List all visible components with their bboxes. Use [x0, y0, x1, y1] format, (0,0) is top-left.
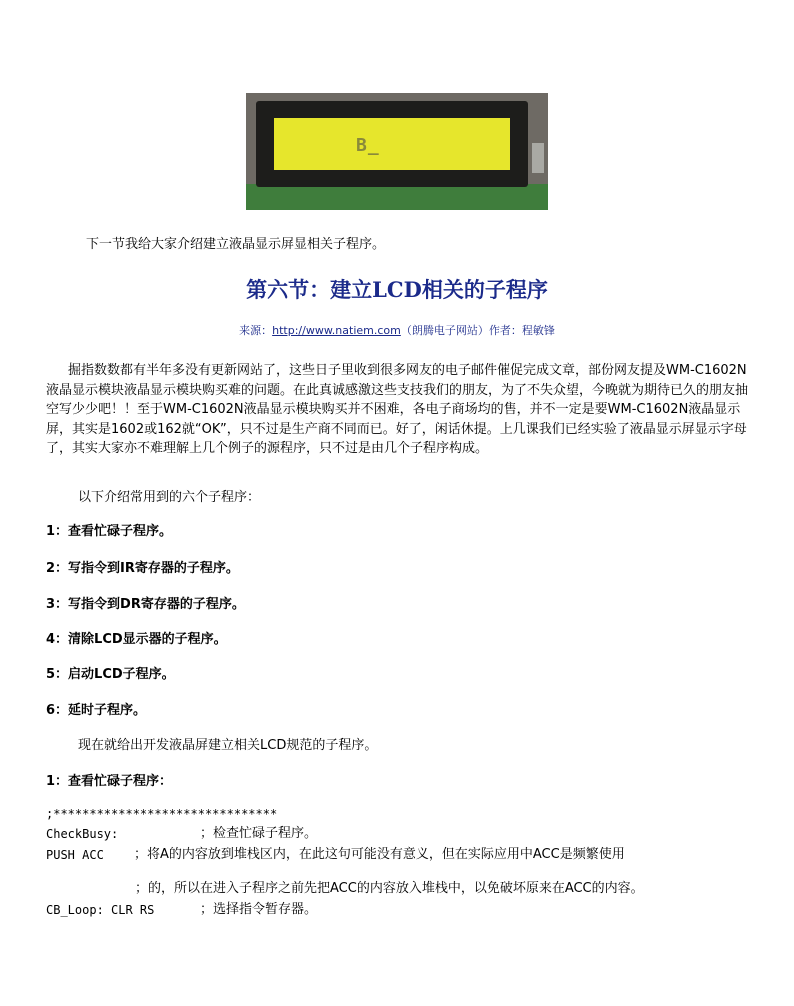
- code-comment: ；的，所以在进入子程序之前先把ACC的内容放入堆栈中，以免破坏原来在ACC的内容。: [135, 881, 644, 896]
- source-prefix: 来源：: [239, 324, 273, 337]
- lcd-screen: [274, 118, 510, 170]
- intro-line: 下一节我给大家介绍建立液晶显示屏显相关子程序。: [86, 237, 386, 252]
- source-link[interactable]: http://www.natiem.com: [272, 324, 401, 337]
- lcd-bezel: [256, 101, 528, 187]
- circuit-board: [246, 184, 548, 210]
- code-label: CheckBusy:: [46, 827, 119, 841]
- connector-pins: [532, 143, 544, 173]
- section-heading: 1：查看忙碌子程序：: [46, 774, 173, 789]
- lcd-characters: B_: [356, 135, 380, 156]
- list-item: 4：清除LCD显示器的子程序。: [46, 632, 227, 647]
- code-label: CB_Loop: CLR RS: [46, 903, 155, 917]
- code-comment: ；检查忙碌子程序。: [200, 826, 318, 841]
- code-comment: ；选择指令暂存器。: [200, 902, 318, 917]
- list-item: 5：启动LCD子程序。: [46, 667, 175, 682]
- list-item: 2：写指令到IR寄存器的子程序。: [46, 561, 239, 576]
- body-paragraph-text: 掘指数数都有半年多没有更新网站了，这些日子里收到很多网友的电子邮件催促完成文章，部份网友提及WM-C1602N液晶显示模块液晶显示模块购买难的问题。在此真诚感激这些支技我们的朋友，为了不失众望，今晚就为期待已久的朋友抽空写少少吧！！至于WM-C1602N液晶显示模块购买并不困难，各电子商场均的售，并不一定是要WM-C1602N液晶显示屏，其实是1602或162就“OK”，只不过是生产商不同而已。好了，闲话休提。上几课我们已经实验了液晶显示屏显示字母了，其实大家亦不难理解上几个例子的源程序，只不过是由几个子程序构成。: [46, 363, 749, 456]
- code-comment: ；将A的内容放到堆栈区内，在此这句可能没有意义，但在实际应用中ACC是频繁使用: [134, 847, 625, 862]
- list-item: 3：写指令到DR寄存器的子程序。: [46, 597, 245, 612]
- code-separator: ;*******************************: [46, 807, 278, 821]
- outro-line: 现在就给出开发液晶屏建立相关LCD规范的子程序。: [78, 738, 378, 753]
- source-line: [0, 322, 794, 338]
- code-label: PUSH ACC: [46, 848, 104, 862]
- list-item: 6：延时子程序。: [46, 703, 147, 718]
- list-intro: 以下介绍常用到的六个子程序：: [78, 490, 261, 505]
- page-title: 第六节：建立LCD相关的子程序: [246, 277, 548, 302]
- lcd-module-photo: [246, 93, 548, 210]
- body-paragraph: [46, 361, 754, 459]
- list-item: 1：查看忙碌子程序。: [46, 524, 173, 539]
- source-suffix: （朗腾电子网站）作者：程敏锋: [400, 324, 555, 337]
